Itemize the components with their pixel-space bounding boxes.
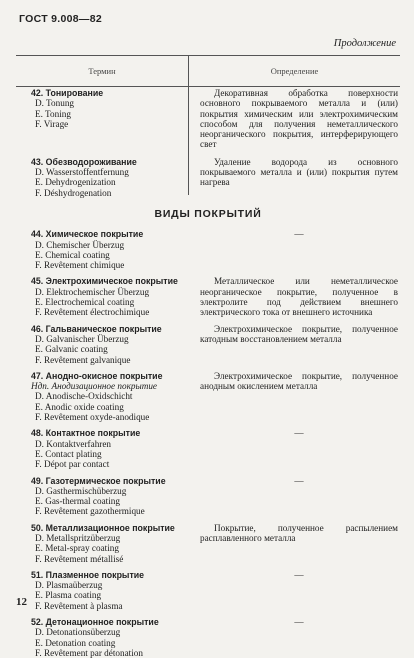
term-translation: F. Revêtement chimique [35, 260, 125, 271]
term-translation: E. Galvanic coating [35, 344, 108, 355]
term-cell [16, 428, 188, 469]
term-title: 43. Обезводороживание [31, 156, 137, 167]
term-translation: F. Revêtement oxyde-anodique [35, 412, 150, 423]
term-cell [16, 324, 188, 365]
term-entry [16, 276, 400, 317]
term-definition [188, 276, 400, 317]
term-translation: E. Toning [35, 108, 71, 119]
term-translation: E. Gas-thermal coating [35, 496, 120, 507]
definition-text: — [294, 617, 304, 628]
term-cell [16, 570, 188, 611]
top-entries [16, 88, 400, 198]
term-cell [16, 88, 188, 129]
term-title: 52. Детонационное покрытие [31, 617, 159, 628]
term-translation: D. Gasthermischüberzug [35, 485, 127, 496]
term-translation: E. Chemical coating [35, 249, 110, 260]
definition-column-header: Определение [270, 66, 319, 76]
term-translation: E. Dehydrogenization [35, 177, 116, 188]
term-definition [188, 428, 400, 438]
definition-text: — [294, 428, 304, 439]
term-definition [188, 570, 400, 580]
table-header [16, 55, 400, 87]
term-entry [16, 324, 400, 365]
term-translation: E. Plasma coating [35, 590, 102, 601]
term-translation: D. Metallspritzüberzug [35, 532, 121, 543]
definition-text: — [294, 475, 304, 486]
term-title: 48. Контактное покрытие [31, 428, 141, 439]
term-definition [188, 523, 400, 544]
definition-text: Удаление водорода из основного покрываемого металла и (или) покрытия путем нагрева [200, 156, 398, 188]
term-title: 51. Плазменное покрытие [31, 569, 145, 580]
term-entry [16, 476, 400, 517]
term-translation: F. Revêtement électrochimique [35, 307, 150, 318]
term-entry [16, 371, 400, 422]
term-entry [16, 229, 400, 270]
term-cell [16, 229, 188, 270]
definition-text: — [294, 229, 304, 240]
term-translation: F. Revêtement galvanique [35, 354, 131, 365]
term-definition [188, 476, 400, 486]
term-translation: F. Virage [35, 118, 69, 129]
term-entry [16, 157, 400, 198]
term-entry [16, 428, 400, 469]
section-title: ВИДЫ ПОКРЫТИЙ [154, 207, 262, 220]
term-translation: F. Dépot par contact [35, 459, 110, 470]
term-translation: D. Plasmaüberzug [35, 580, 103, 591]
term-cell [16, 617, 188, 658]
term-translation: E. Electrochemical coating [35, 297, 135, 308]
term-column-header: Термин [16, 56, 189, 86]
term-nonpreferred: Ндп. Анодизационное покрытие [31, 381, 158, 392]
term-title: 42. Тонирование [31, 88, 104, 98]
definition-text: Покрытие, полученное распылением расплавленного металла [200, 522, 398, 543]
term-definition [188, 157, 400, 188]
term-entry [16, 617, 400, 658]
term-translation: D. Anodische-Oxidschicht [35, 391, 133, 402]
page-number: 12 [16, 596, 27, 608]
term-translation: E. Contact plating [35, 448, 102, 459]
term-translation: D. Galvanischer Überzug [35, 333, 129, 344]
term-title: 45. Электрохимическое покрытие [31, 276, 178, 287]
coating-entries [16, 229, 400, 658]
term-definition [188, 324, 400, 345]
term-translation: F. Déshydrogenation [35, 187, 112, 198]
definition-text: Металлическое или неметаллическое неорганическое покрытие, полученное в электролите под действием внешнего электрического тока от внешнего источника [200, 276, 398, 318]
term-translation: D. Kontaktverfahren [35, 438, 112, 449]
term-title: 50. Металлизационное покрытие [31, 522, 175, 533]
term-cell [16, 476, 188, 517]
term-translation: D. Wasserstoffentfernung [35, 167, 129, 178]
term-definition [188, 371, 400, 392]
definition-text: Электрохимическое покрытие, полученное катодным восстановлением металла [200, 323, 398, 344]
term-entry [16, 570, 400, 611]
definition-text: — [294, 569, 304, 580]
term-translation: F. Revêtement à plasma [35, 600, 123, 611]
document-code: ГОСТ 9.008—82 [19, 13, 102, 25]
term-translation: D. Tonung [35, 98, 75, 109]
term-translation: E. Detonation coating [35, 637, 116, 648]
term-definition [188, 88, 400, 150]
term-translation: E. Metal-spray coating [35, 543, 119, 554]
term-translation: D. Elektrochemischer Überzug [35, 286, 150, 297]
term-entry [16, 88, 400, 150]
term-title: 44. Химическое покрытие [31, 229, 144, 240]
term-title: 47. Анодно-окисное покрытие [31, 370, 163, 381]
term-cell [16, 276, 188, 317]
term-title: 49. Газотермическое покрытие [31, 475, 166, 486]
document-body [16, 88, 400, 658]
term-definition [188, 229, 400, 239]
term-cell [16, 523, 188, 564]
term-translation: E. Anodic oxide coating [35, 401, 124, 412]
term-entry [16, 523, 400, 564]
term-cell [16, 157, 188, 198]
term-cell [16, 371, 188, 422]
term-definition [188, 617, 400, 627]
term-translation: F. Revêtement métallisé [35, 553, 124, 564]
term-translation: D. Chemischer Überzug [35, 239, 125, 250]
term-translation: F. Revêtement gazothermique [35, 506, 145, 517]
term-translation: F. Revêtement par détonation [35, 647, 143, 658]
definition-text: Декоративная обработка поверхности основного покрываемого металла и (или) покрытия химическим или электрохимическим способом для получения неметаллического неорганического покрытия, интерферирующего свет [200, 88, 398, 150]
term-title: 46. Гальваническое покрытие [31, 323, 162, 334]
continuation-label: Продолжение [333, 38, 396, 49]
term-translation: D. Detonationsüberzug [35, 627, 121, 638]
definition-text: Электрохимическое покрытие, полученное анодным окислением металла [200, 370, 398, 392]
